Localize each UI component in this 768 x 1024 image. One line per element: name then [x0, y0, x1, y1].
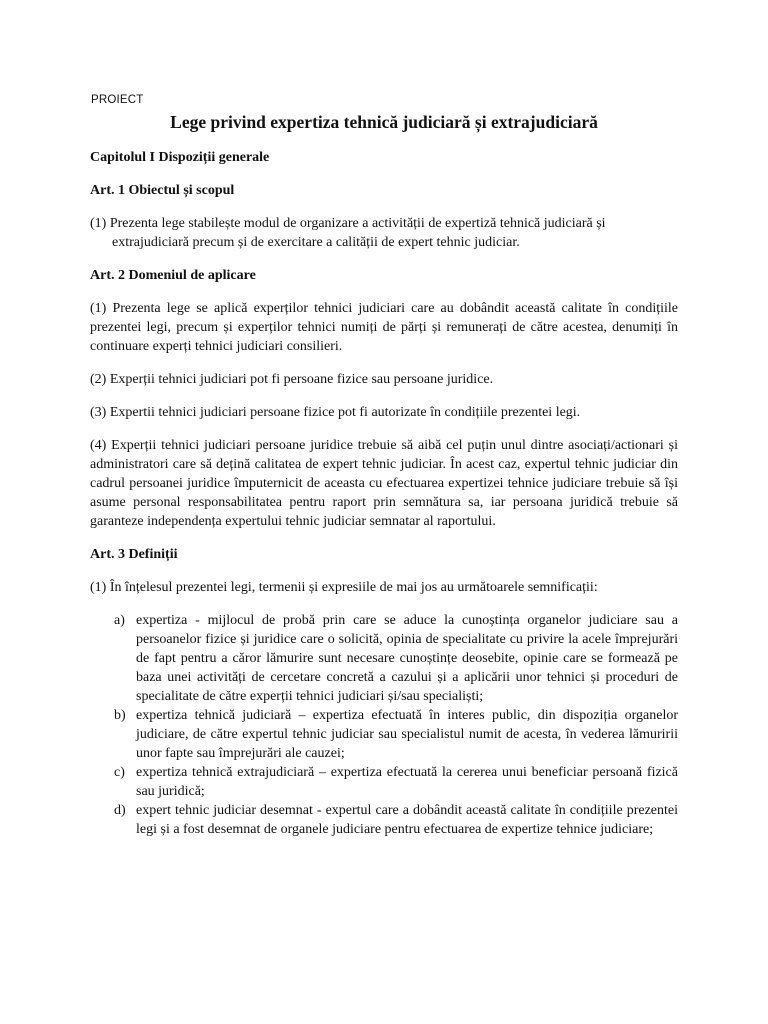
article-3: [90, 545, 678, 839]
article-1-heading: Art. 1 Obiectul și scopul: [90, 183, 235, 198]
definition-item: [114, 801, 678, 839]
definition-text: expertiza tehnică judiciară – expertiza efectuată în interes public, din dispoziția organelor judiciare, de către expertul tehnic judiciar sau specialistul numit de acesta, în vederea lămuririi unor fapte sau împrejurări ale cauzei;: [136, 708, 678, 761]
document-body: [90, 148, 678, 839]
definition-marker: c): [114, 765, 125, 780]
article-2-paragraph-2: (2) Experții tehnici judiciari pot fi persoane fizice sau persoane juridice.: [90, 372, 494, 387]
definition-item: [114, 611, 678, 706]
definition-text: expert tehnic judiciar desemnat - expertul care a dobândit această calitate în condițiile prezentei legi și a fost desemnat de organele judiciare pentru efectuarea de expertize tehnice judiciare;: [136, 803, 678, 837]
chapter-heading: Capitolul I Dispoziții generale: [90, 150, 270, 165]
definition-item: [114, 706, 678, 763]
article-2-paragraph-1: (1) Prezenta lege se aplică experților tehnici judiciari care au dobândit această calitate în condițiile prezentei legi, precum și experților tehnici numiți de părți și remunerați de către acestea, denumiți în continuare experți tehnici judiciari consilieri.: [90, 301, 678, 354]
article-2-heading: Art. 2 Domeniul de aplicare: [90, 268, 256, 283]
definitions-list: [90, 611, 678, 839]
definition-marker: a): [114, 613, 125, 628]
definition-marker: d): [114, 803, 126, 818]
definition-marker: b): [114, 708, 126, 723]
article-3-heading: Art. 3 Definiții: [90, 547, 178, 562]
definition-item: [114, 763, 678, 801]
article-2: [90, 266, 678, 531]
document-title: Lege privind expertiza tehnică judiciară și extrajudiciară: [170, 112, 598, 132]
article-3-paragraph-1: (1) În înțelesul prezentei legi, termenii și expresiile de mai jos au următoarele semnificații:: [90, 580, 598, 595]
article-1: [90, 181, 678, 252]
definition-text: expertiza - mijlocul de probă prin care se aduce la cunoștința organelor judiciare sau a persoanelor fizice și juridice care o solicită, opinia de specialitate cu privire la acele împrejurări de fapt pentru a căror lămurire sunt necesare cunoștințe deosebite, opinie care se formează pe baza unei activități de cercetare concretă a cazului și a aplicării unor tehnici și proceduri de specialitate de către experții tehnici judiciari și/sau specialiști;: [136, 613, 678, 704]
definition-text: expertiza tehnică extrajudiciară – expertiza efectuată la cererea unui beneficiar persoană fizică sau juridică;: [136, 765, 678, 799]
article-2-paragraph-4: (4) Experții tehnici judiciari persoane juridice trebuie să aibă cel puțin unul dintre asociați/actionari și administratori care să dețină calitatea de expert tehnic judiciar. În acest caz, expertul tehnic judiciar din cadrul persoanei juridice împuternicit de aceasta cu efectuarea expertizei tehnice judiciare trebuie să își asume personal responsabilitatea pentru raport prin semnătura sa, iar persoana juridică trebuie să garanteze independența expertului tehnic judiciar semnatar al raportului.: [90, 438, 678, 529]
article-1-paragraph-1: (1) Prezenta lege stabilește modul de organizare a activității de expertiză tehnică judiciară și extrajudiciară precum și de exercitare a calității de expert tehnic judiciar.: [90, 216, 606, 250]
draft-label: PROIECT: [91, 94, 144, 106]
article-2-paragraph-3: (3) Expertii tehnici judiciari persoane fizice pot fi autorizate în condițiile prezentei legi.: [90, 405, 581, 420]
